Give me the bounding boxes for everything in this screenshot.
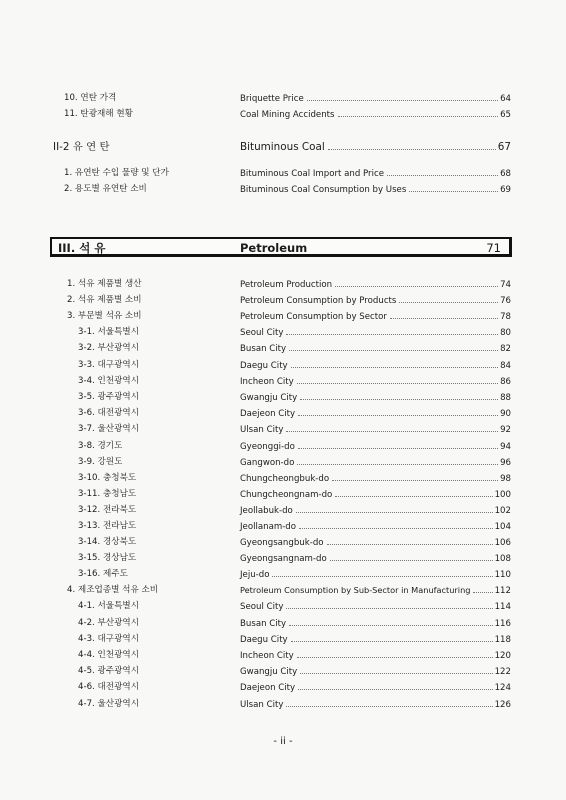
entry-english [240,471,511,486]
page-number: 116 [494,619,511,629]
leader-dots [335,277,498,287]
entry-korean-title: 4. 제조업종별 석유 소비 [67,585,159,595]
toc-entry[interactable] [0,535,566,549]
entry-korean-title: 2. 용도별 유연탄 소비 [64,184,147,194]
entry-korean-title: 3-7. 울산광역시 [78,424,140,434]
toc-entry[interactable] [0,358,566,372]
entry-english-title: Gyeongsangnam-do [240,554,327,564]
page-number: 64 [500,94,511,104]
section-korean-title: III. 석 유 [58,241,106,255]
page-number: 92 [500,425,511,435]
entry-english-title: Daegu City [240,635,288,645]
toc-entry-bituminous-consumption[interactable] [0,182,566,196]
entry-english [240,583,511,598]
entry-korean-title: 3-14. 경상북도 [78,537,137,547]
leader-dots [286,422,498,432]
toc-entry-bituminous-import[interactable] [0,166,566,180]
entry-english-title: Incheon City [240,377,294,387]
entry-english [240,567,511,582]
page-number: 102 [494,506,511,516]
toc-entry-briquette-price[interactable] [0,91,566,105]
leader-dots [291,632,493,642]
entry-english [240,616,511,631]
entry-english-title: Ulsan City [240,425,284,435]
leader-dots [297,648,493,658]
entry-korean-title: 4-4. 인천광역시 [78,650,140,660]
entry-english [240,632,511,647]
page-number: 120 [494,651,511,661]
entry-english [240,182,511,197]
toc-entry[interactable] [0,664,566,678]
leader-dots [289,341,498,351]
leader-dots [335,487,492,497]
section-english [240,139,511,155]
entry-english [240,455,511,470]
section-header-petroleum[interactable] [50,237,512,257]
toc-entry[interactable] [0,390,566,404]
leader-dots [298,406,498,416]
entry-english-title: Ulsan City [240,700,284,710]
entry-english-title: Bituminous Coal Import and Price [240,169,384,179]
leader-dots [332,471,498,481]
toc-entry[interactable] [0,309,566,323]
entry-english [240,599,511,614]
entry-english-title: Jeju-do [240,570,270,580]
entry-korean-title: 3-10. 충청북도 [78,473,137,483]
entry-korean-title: 3-5. 광주광역시 [78,392,140,402]
page-number: 98 [500,474,511,484]
toc-entry[interactable] [0,277,566,291]
entry-korean-title: 3-12. 전라북도 [78,505,137,515]
toc-entry[interactable] [0,616,566,630]
entry-english-title: Gwangju City [240,667,298,677]
leader-dots [296,503,493,513]
section-english-title: Petroleum [240,241,308,255]
entry-english [240,390,511,405]
toc-entry[interactable] [0,293,566,307]
page-number: 78 [500,312,511,322]
entry-english [240,422,511,437]
page-number: 118 [494,635,511,645]
entry-korean-title: 11. 탄광재해 현황 [64,109,133,119]
page-number: 114 [494,602,511,612]
toc-entry[interactable] [0,341,566,355]
entry-korean-title: 3-4. 인천광역시 [78,376,140,386]
page-number: 96 [500,458,511,468]
toc-entry[interactable] [0,406,566,420]
toc-entry[interactable] [0,680,566,694]
toc-entry[interactable] [0,567,566,581]
page-number: 84 [500,361,511,371]
entry-english-title: Petroleum Consumption by Sector [240,312,387,322]
entry-english [240,535,511,550]
entry-english-title: Bituminous Coal Consumption by Uses [240,185,407,195]
section-korean-title: II-2 유 연 탄 [53,141,110,153]
leader-dots [399,293,498,303]
entry-english-title: Seoul City [240,602,284,612]
page-number: 74 [500,280,511,290]
leader-dots [328,140,496,150]
toc-section-bituminous-coal[interactable] [0,139,566,155]
toc-entry[interactable] [0,455,566,469]
entry-korean-title: 4-7. 울산광역시 [78,699,140,709]
entry-korean-title: 3-16. 제주도 [78,569,128,579]
toc-entry[interactable] [0,487,566,501]
leader-dots [300,664,492,674]
entry-korean-title: 3-15. 경상남도 [78,553,137,563]
leader-dots [297,374,498,384]
entry-english [240,107,511,122]
toc-entry-coal-mining-accidents[interactable] [0,107,566,121]
leader-dots [338,107,499,117]
toc-entry[interactable] [0,439,566,453]
page-number: 94 [500,442,511,452]
entry-korean-title: 4-2. 부산광역시 [78,618,140,628]
page-number: 100 [494,490,511,500]
toc-entry[interactable] [0,422,566,436]
leader-dots [297,455,498,465]
entry-korean-title: 3-2. 부산광역시 [78,343,140,353]
leader-dots [330,551,493,561]
entry-english [240,277,511,292]
entry-korean-title: 3-13. 전라남도 [78,521,137,531]
entry-english-title: Gyeongsangbuk-do [240,538,324,548]
entry-english-title: Petroleum Production [240,280,333,290]
entry-korean-title: 10. 연탄 가격 [64,93,117,103]
entry-korean-title: 1. 석유 제품별 생산 [67,279,142,289]
entry-korean-title: 4-1. 서울특별시 [78,601,140,611]
entry-english [240,487,511,502]
entry-korean-title: 4-3. 대구광역시 [78,634,140,644]
entry-english-title: Briquette Price [240,94,304,104]
entry-english [240,293,511,308]
entry-english-title: Petroleum Consumption by Products [240,296,397,306]
entry-english-title: Jeollanam-do [240,522,297,532]
page-number: 65 [500,110,511,120]
entry-english-title: Petroleum Consumption by Sub-Sector in Manufacturing [240,585,471,595]
page-number: 122 [494,667,511,677]
leader-dots [286,599,492,609]
entry-korean-title: 3-3. 대구광역시 [78,360,140,370]
entry-english-title: Chungcheongbuk-do [240,474,330,484]
leader-dots [300,390,498,400]
leader-dots [291,358,498,368]
entry-english [240,325,511,340]
entry-english-title: Coal Mining Accidents [240,110,335,120]
page-number: 68 [500,169,511,179]
entry-english-title: Incheon City [240,651,294,661]
entry-korean-title: 3-8. 경기도 [78,441,123,451]
entry-english-title: Gwangju City [240,393,298,403]
page-number: 67 [497,141,511,153]
entry-english [240,374,511,389]
entry-english [240,91,511,106]
entry-korean-title: 1. 유연탄 수입 물량 및 단가 [64,168,169,178]
entry-english-title: Daejeon City [240,409,296,419]
toc-entry[interactable] [0,632,566,646]
leader-dots [289,616,492,626]
entry-korean-title: 3-1. 서울특별시 [78,327,140,337]
toc-entry[interactable] [0,325,566,339]
entry-english [240,697,511,712]
entry-english-title: Daejeon City [240,683,296,693]
entry-english-title: Jeollabuk-do [240,506,293,516]
entry-english [240,166,511,181]
page-number: 106 [494,538,511,548]
entry-english [240,503,511,518]
toc-entry[interactable] [0,599,566,613]
section-english-title: Bituminous Coal [240,141,325,153]
entry-english-title: Daegu City [240,361,288,371]
toc-entry[interactable] [0,583,566,597]
leader-dots [272,567,492,577]
entry-korean-title: 4-5. 광주광역시 [78,666,140,676]
page-number: 110 [494,570,511,580]
page-number: 112 [494,586,511,596]
section-page-number: 71 [486,241,501,255]
leader-dots [327,535,493,545]
entry-english [240,648,511,663]
toc-entry[interactable] [0,503,566,517]
leader-dots [286,697,492,707]
page-number: 126 [494,700,511,710]
page-footer-number: - ii - [273,736,293,747]
leader-dots [387,166,498,176]
entry-english [240,519,511,534]
page-number: 69 [500,185,511,195]
page-number: 108 [494,554,511,564]
entry-korean-title: 2. 석유 제품별 소비 [67,295,142,305]
leader-dots [307,91,498,101]
entry-english-title: Seoul City [240,328,284,338]
leader-dots [298,439,498,449]
toc-entry[interactable] [0,374,566,388]
toc-entry[interactable] [0,551,566,565]
leader-dots [390,309,498,319]
entry-korean-title: 3-6. 대전광역시 [78,408,140,418]
entry-korean-title: 3. 부문별 석유 소비 [67,311,142,321]
entry-english [240,664,511,679]
toc-entry[interactable] [0,519,566,533]
entry-english [240,309,511,324]
page-number: 124 [494,683,511,693]
entry-english-title: Gyeonggi-do [240,442,295,452]
entry-english [240,439,511,454]
entry-english-title: Busan City [240,619,287,629]
entry-korean-title: 3-11. 충청남도 [78,489,137,499]
leader-dots [473,583,492,593]
page-number: 104 [494,522,511,532]
entry-english-title: Busan City [240,344,287,354]
entry-english [240,341,511,356]
leader-dots [298,680,492,690]
toc-entry[interactable] [0,697,566,711]
page-number: 82 [500,344,511,354]
page-number: 88 [500,393,511,403]
leader-dots [299,519,493,529]
entry-english [240,551,511,566]
entry-korean-title: 4-6. 대전광역시 [78,682,140,692]
toc-entry[interactable] [0,648,566,662]
entry-english-title: Gangwon-do [240,458,295,468]
entry-english [240,406,511,421]
leader-dots [409,182,498,192]
toc-entry[interactable] [0,471,566,485]
page-number: 76 [500,296,511,306]
page-number: 90 [500,409,511,419]
leader-dots [286,325,498,335]
entry-english-title: Chungcheongnam-do [240,490,333,500]
entry-english [240,680,511,695]
entry-korean-title: 3-9. 강원도 [78,457,123,467]
entry-english [240,358,511,373]
page-number: 80 [500,328,511,338]
page-number: 86 [500,377,511,387]
